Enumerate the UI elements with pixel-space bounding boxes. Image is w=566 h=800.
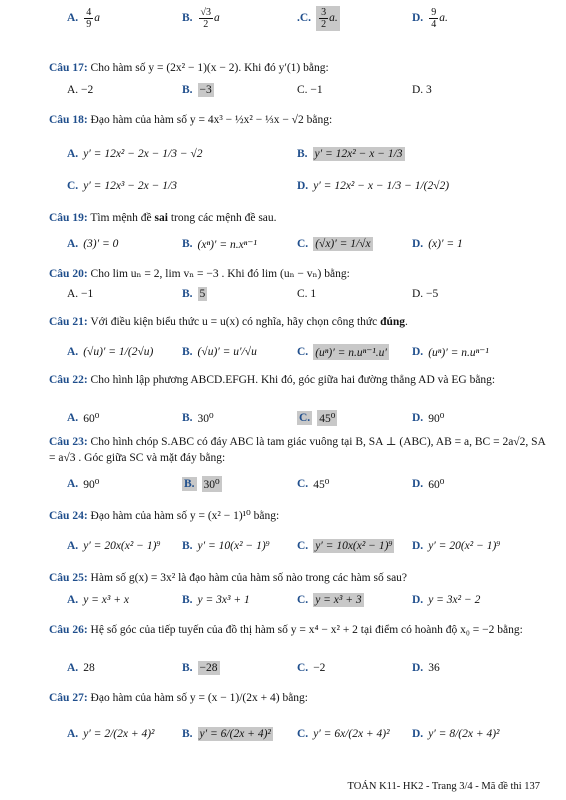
option-c[interactable]: C. (√x)′ = 1/√x <box>297 238 371 250</box>
q25-options <box>49 588 559 612</box>
q20-options <box>49 282 559 306</box>
option-d[interactable]: D. $\frac{9}{4}$ a. <box>412 6 448 30</box>
question-24: Câu 24: Đạo hàm của hàm số y = (x² − 1)¹⁰ bằng: <box>49 510 280 522</box>
q18-options-cd <box>49 174 559 198</box>
question-17: Câu 17: Cho hàm số y = (2x² − 1)(x − 2). Khi đó y′(1) bằng: <box>49 62 329 74</box>
option-d[interactable]: D. (uⁿ)′ = n.uⁿ⁻¹ <box>412 346 489 359</box>
option-a[interactable]: A. −2 <box>67 84 94 96</box>
option-a[interactable]: A. 28 <box>67 662 95 674</box>
option-d[interactable]: D. y = 3x² − 2 <box>412 594 481 606</box>
option-a[interactable]: A. $\frac{4}{9}$ a <box>67 6 100 30</box>
option-b[interactable]: B. −28 <box>182 662 218 674</box>
option-b[interactable]: B. $\frac{√3}{2}$ a <box>182 6 220 30</box>
option-a[interactable]: A. y′ = 2/(2x + 4)² <box>67 728 155 740</box>
option-a[interactable]: A. 60⁰ <box>67 412 100 425</box>
q24-options <box>49 534 559 558</box>
q23-options <box>49 472 559 496</box>
option-d[interactable]: D. y′ = 8/(2x + 4)² <box>412 728 500 740</box>
question-27: Câu 27: Đạo hàm của hàm số y = (x − 1)/(2x + 4) bằng: <box>49 692 308 704</box>
option-a[interactable]: A. (√u)′ = 1/(2√u) <box>67 346 154 358</box>
q21-options <box>49 340 559 364</box>
option-d[interactable]: D. 3 <box>412 84 432 96</box>
option-b[interactable]: B. y′ = 6/(2x + 4)² <box>182 728 271 740</box>
option-b[interactable]: B. 30⁰ <box>184 478 220 491</box>
option-a[interactable]: A. −1 <box>67 288 94 300</box>
option-c[interactable]: C. 1 <box>297 288 317 300</box>
question-25: Câu 25: Hàm số g(x) = 3x² là đạo hàm của hàm số nào trong các hàm số sau? <box>49 572 408 584</box>
option-b[interactable]: B. 30⁰ <box>182 412 214 425</box>
option-a[interactable]: A. y′ = 12x² − 2x − 1/3 − √2 <box>67 148 203 160</box>
option-a[interactable]: A. y′ = 20x(x² − 1)⁹ <box>67 540 161 552</box>
option-b[interactable]: B. y′ = 12x² − x − 1/3 <box>297 148 403 160</box>
option-d[interactable]: D. 60⁰ <box>412 478 445 491</box>
question-21: Câu 21: Với điều kiện biểu thức u = u(x) có nghĩa, hãy chọn công thức đúng. <box>49 316 408 328</box>
q19-options <box>49 232 559 256</box>
option-d[interactable]: D. 90⁰ <box>412 412 445 425</box>
option-c[interactable]: C. 45⁰ <box>297 478 330 491</box>
option-a[interactable]: A. (3)′ = 0 <box>67 238 119 250</box>
q26-options <box>49 656 559 680</box>
question-22: Câu 22: Cho hình lập phương ABCD.EFGH. Khi đó, góc giữa hai đường thẳng AD và EG bằng: <box>49 374 496 386</box>
option-c[interactable]: C. −1 <box>297 84 323 96</box>
page-footer: TOÁN K11- HK2 - Trang 3/4 - Mã đề thi 137 <box>347 781 540 792</box>
option-b[interactable]: B. (√u)′ = u′/√u <box>182 346 257 358</box>
option-c[interactable]: C. −2 <box>297 662 326 674</box>
question-20: Câu 20: Cho lim uₙ = 2, lim vₙ = −3 . Khi đó lim (uₙ − vₙ) bằng: <box>49 268 350 280</box>
option-b[interactable]: B. (xⁿ)′ = n.xⁿ⁻¹ <box>182 238 257 251</box>
q17-options <box>49 78 559 102</box>
question-18: Câu 18: Đạo hàm của hàm số y = 4x³ − ½x² − ⅓x − √2 bằng: <box>49 114 333 126</box>
option-c[interactable]: C. y = x³ + 3 <box>297 594 362 606</box>
option-d[interactable]: D. y′ = 12x² − x − 1/3 − 1/(2√2) <box>297 180 450 192</box>
option-c[interactable]: C. (uⁿ)′ = n.uⁿ⁻¹.u′ <box>297 346 387 359</box>
option-c[interactable]: C. y′ = 10x(x² − 1)⁹ <box>297 540 393 552</box>
option-c[interactable]: C. y′ = 6x/(2x + 4)² <box>297 728 390 740</box>
option-b[interactable]: B. y′ = 10(x² − 1)⁹ <box>182 540 270 552</box>
option-a[interactable]: A. 90⁰ <box>67 478 100 491</box>
option-d[interactable]: D. y′ = 20(x² − 1)⁹ <box>412 540 501 552</box>
question-19: Câu 19: Tìm mệnh đề sai trong các mệnh đề sau. <box>49 212 277 224</box>
option-b[interactable]: B. −3 <box>182 84 212 96</box>
option-c[interactable]: C. y′ = 12x³ − 2x − 1/3 <box>67 180 177 192</box>
question-23: Câu 23: Cho hình chóp S.ABC có đáy ABC là tam giác vuông tại B, SA ⊥ (ABC), AB = a, BC = 2a√2, SA = a√3 . Góc giữa SC và mặt đáy bằng: <box>49 436 546 464</box>
option-b[interactable]: B. 5 <box>182 288 206 300</box>
question-26: Câu 26: Hệ số góc của tiếp tuyến của đồ thị hàm số y = x⁴ − x² + 2 tại điểm có hoành độ x₀ = −2 bằng: <box>49 624 523 636</box>
option-c[interactable]: C. 45⁰ <box>299 412 336 425</box>
option-d[interactable]: D. −5 <box>412 288 439 300</box>
option-a[interactable]: A. y = x³ + x <box>67 594 129 606</box>
option-b[interactable]: B. y = 3x³ + 1 <box>182 594 250 606</box>
option-d[interactable]: D. 36 <box>412 662 440 674</box>
option-d[interactable]: D. (x)′ = 1 <box>412 238 463 250</box>
q22-options <box>49 406 559 430</box>
q18-options-ab <box>49 142 559 166</box>
q16-options <box>49 6 559 30</box>
q27-options <box>49 722 559 746</box>
option-c[interactable]: .C. $\frac{3}{2}$ a. <box>297 6 338 30</box>
